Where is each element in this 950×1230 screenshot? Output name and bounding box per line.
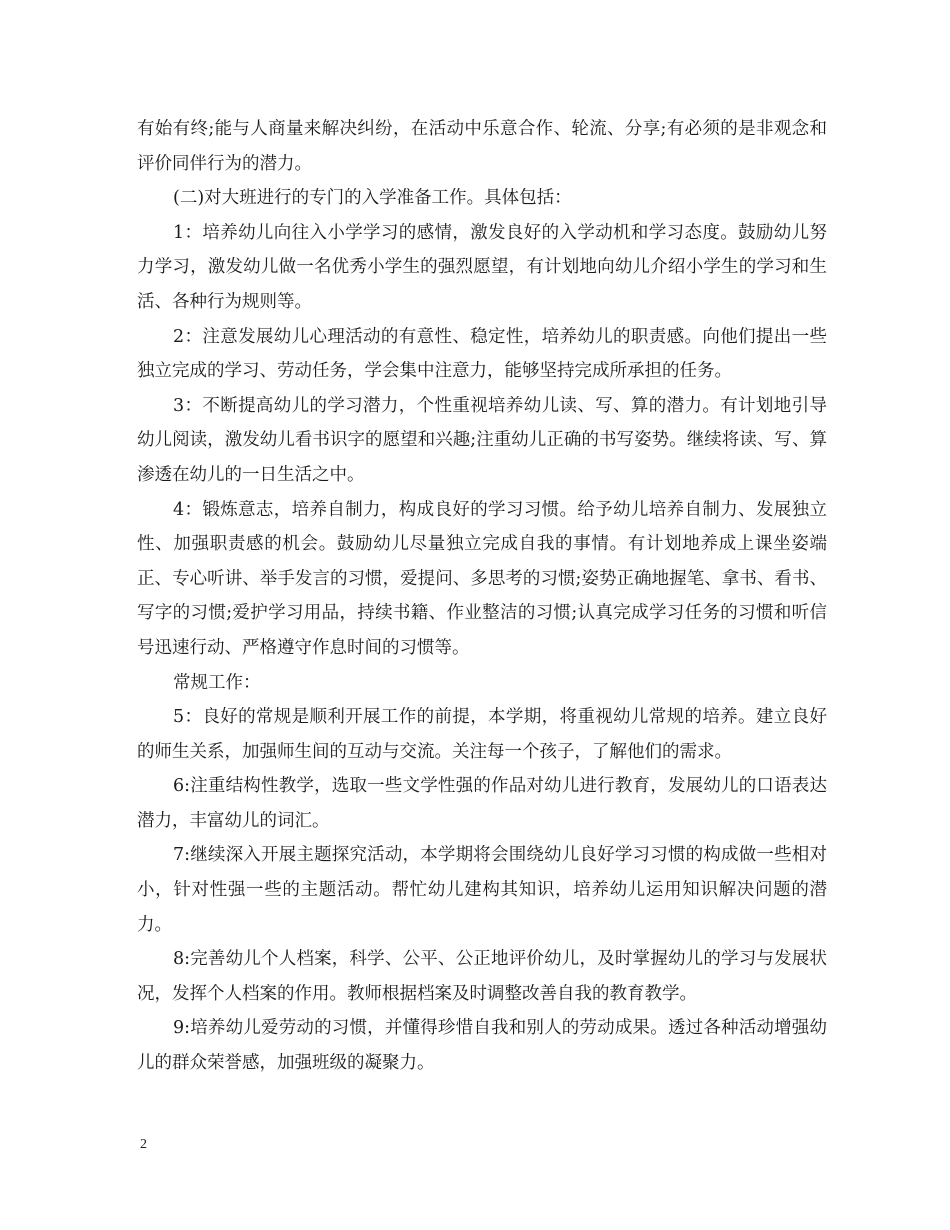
paragraph-11: 8:完善幼儿个人档案，科学、公平、公正地评价幼儿，及时掌握幼儿的学习与发展状况，发挥个人档案的作用。教师根据档案及时调整改善自我的教育教学。 [137,949,827,1004]
paragraph-4: 2：注意发展幼儿心理活动的有意性、稳定性，培养幼儿的职责感。向他们提出一些独立完成的学习、劳动任务，学会集中注意力，能够坚持完成所承担的任务。 [137,326,827,382]
page-number: 2 [140,1137,147,1152]
paragraph-10: 7:继续深入开展主题探究活动，本学期将会围绕幼儿良好学习习惯的构成做一些相对小，针对性强一些的主题活动。帮忙幼儿建构其知识，培养幼儿运用知识解决问题的潜力。 [137,845,827,935]
paragraph-12: 9:培养幼儿爱劳动的习惯，并懂得珍惜自我和别人的劳动成果。透过各种活动增强幼儿的群众荣誉感，加强班级的凝聚力。 [137,1018,827,1074]
document-body [137,112,827,1081]
paragraph-8: 5：良好的常规是顺利开展工作的前提，本学期，将重视幼儿常规的培养。建立良好的师生关系，加强师生间的互动与交流。关注每一个孩子，了解他们的需求。 [137,707,827,762]
paragraph-5: 3：不断提高幼儿的学习潜力，个性重视培养幼儿读、写、算的潜力。有计划地引导幼儿阅读，激发幼儿看书识字的愿望和兴趣;注重幼儿正确的书写姿势。继续将读、写、算渗透在幼儿的一日生活之中。 [137,395,827,485]
paragraph-2: (二)对大班进行的专门的入学准备工作。具体包括： [173,188,572,209]
paragraph-1: 有始有终;能与人商量来解决纠纷，在活动中乐意合作、轮流、分享;有必须的是非观念和评价同伴行为的潜力。 [137,119,827,174]
paragraph-3: 1：培养幼儿向往入小学学习的感情，激发良好的入学动机和学习态度。鼓励幼儿努力学习，激发幼儿做一名优秀小学生的强烈愿望，有计划地向幼儿介绍小学生的学习和生活、各种行为规则等。 [137,222,827,312]
paragraph-6: 4：锻炼意志，培养自制力，构成良好的学习习惯。给予幼儿培养自制力、发展独立性、加强职责感的机会。鼓励幼儿尽量独立完成自我的事情。有计划地养成上课坐姿端正、专心听讲、举手发言的习惯，爱提问、多思考的习惯;姿势正确地握笔、拿书、看书、写字的习惯;爱护学习用品，持续书籍、作业整洁的习惯;认真完成学习任务的习惯和听信号迅速行动、严格遵守作息时间的习惯等。 [137,499,827,658]
paragraph-9: 6:注重结构性教学，选取一些文学性强的作品对幼儿进行教育，发展幼儿的口语表达潜力，丰富幼儿的词汇。 [137,776,827,831]
section-heading-routine-work: 常规工作： [173,672,261,693]
